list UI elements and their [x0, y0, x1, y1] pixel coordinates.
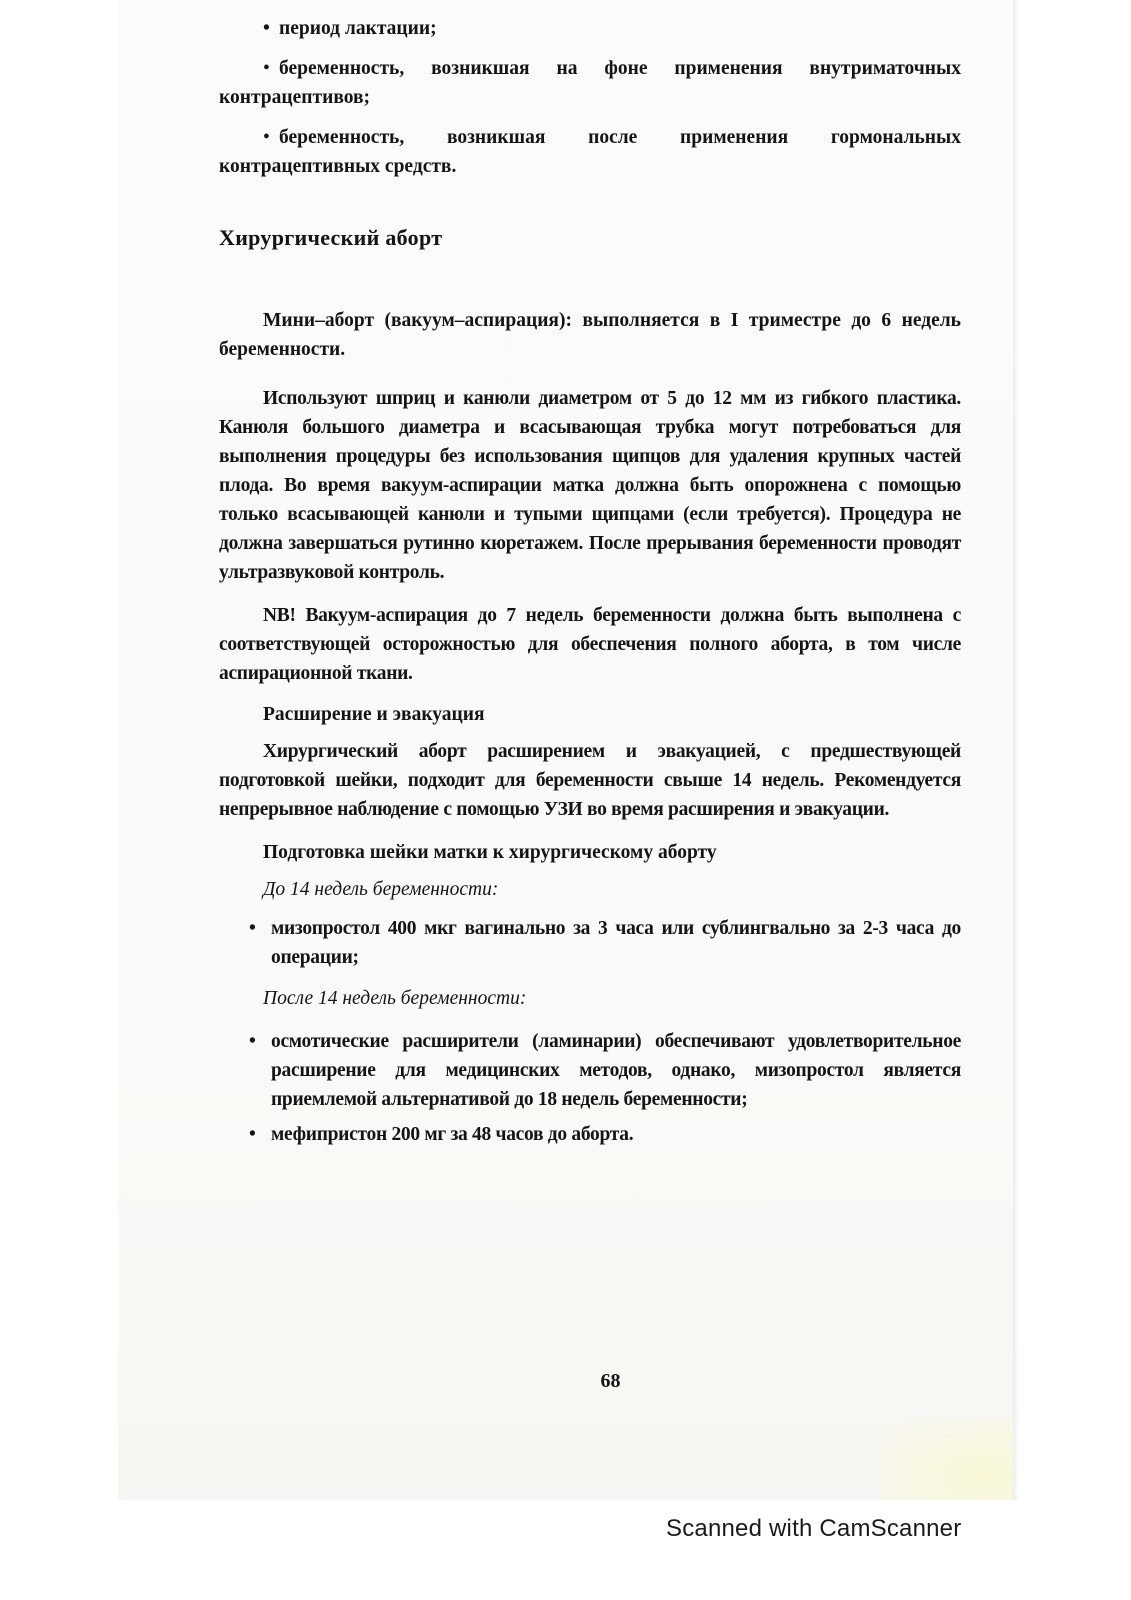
mini-abortion-text: выполняется в I триместре до 6 недель беременности. — [219, 310, 961, 360]
bullet-text: беременность, возникшая на фоне применения внутриматочных контрацептивов; — [219, 58, 961, 108]
list-item-text: осмотические расширители (ламинарии) обеспечивают удовлетворительное расширение для медицинских методов, однако, мизопростол является приемлемой альтернативой до 18 недель беременности; — [271, 1031, 961, 1110]
mini-abortion-lead: Мини–аборт (вакуум–аспирация): — [263, 310, 572, 331]
list-item — [219, 14, 961, 43]
sheet-corner-tint — [880, 1420, 1013, 1500]
list-item — [219, 914, 961, 972]
bullet-icon: • — [249, 1124, 256, 1145]
bullet-icon: • — [263, 18, 270, 39]
dilation-paragraph: Хирургический аборт расширением и эвакуацией, с предшествующей подготовкой шейки, подходит для беременности свыше 14 недель. Рекомендуется непрерывное наблюдение с помощью УЗИ во время расширения и эвакуации. — [219, 741, 961, 820]
list-item-text: мизопростол 400 мкг вагинально за 3 часа или сублингвально за 2-3 часа до операции; — [271, 918, 961, 968]
scanner-watermark: Scanned with CamScanner — [666, 1515, 962, 1542]
nb-paragraph: NB! Вакуум-аспирация до 7 недель беременности должна быть выполнена с соответствующей осторожностью для обеспечения полного аборта, в том числе аспирационной ткани. — [219, 605, 961, 684]
syringe-paragraph: Используют шприц и канюли диаметром от 5 до 12 мм из гибкого пластика. Канюля большого диаметра и всасывающая трубка могут потребоваться для выполнения процедуры без использования щипцов для удаления крупных частей плода. Во время вакуум-аспирации матка должна быть опорожнена с помощью только всасывающей канюли и тупыми щипцами (если требуется). Процедура не должна завершаться рутинно кюретажем. После прерывания беременности проводят ультразвуковой контроль. — [219, 388, 961, 583]
bullet-icon: • — [263, 58, 270, 79]
sheet-edge-shadow — [1013, 0, 1019, 1500]
after-14-weeks-list — [219, 1027, 961, 1149]
mini-abortion-paragraph — [219, 306, 961, 364]
document-body — [219, 14, 961, 1149]
after-14-weeks-label: После 14 недель беременности: — [263, 988, 527, 1009]
before-14-weeks-list — [219, 914, 961, 972]
list-item-text: мефипристон 200 мг за 48 часов до аборта. — [271, 1124, 634, 1145]
before-14-weeks-label: До 14 недель беременности: — [263, 879, 499, 900]
list-item — [219, 123, 961, 181]
cervix-prep-title: Подготовка шейки матки к хирургическому аборту — [263, 842, 717, 863]
bullet-text: период лактации; — [279, 18, 437, 39]
bullet-icon: • — [249, 1031, 256, 1052]
section-title: Хирургический аборт — [219, 225, 443, 250]
bullet-text: беременность, возникшая после применения гормональных контрацептивных средств. — [219, 127, 961, 177]
list-item — [219, 1120, 961, 1149]
list-item — [219, 1027, 961, 1114]
page-number: 68 — [600, 1370, 621, 1392]
bullet-icon: • — [263, 127, 270, 148]
list-item — [219, 54, 961, 112]
dilation-title: Расширение и эвакуация — [263, 704, 485, 725]
bullet-icon: • — [249, 918, 256, 939]
